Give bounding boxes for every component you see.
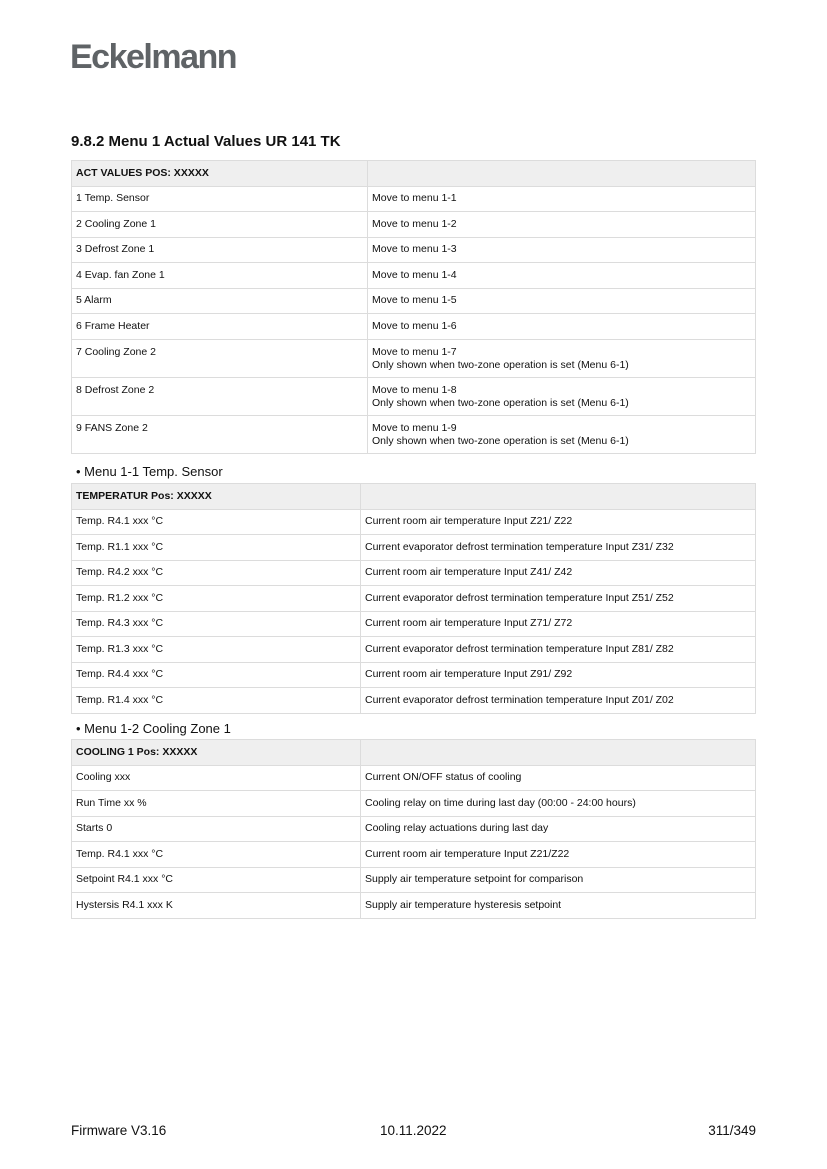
parameter-cell: Temp. R4.1 xxx °C <box>72 509 361 535</box>
parameter-cell: Starts 0 <box>72 816 361 842</box>
description-text: Move to menu 1-9 <box>372 421 457 434</box>
parameter-cell: Temp. R1.2 xxx °C <box>72 586 361 612</box>
description-cell <box>361 688 756 714</box>
description-cell <box>368 263 756 289</box>
description-text: Move to menu 1-7 <box>372 345 457 358</box>
table-row <box>72 816 756 842</box>
description-text: Cooling relay on time during last day (00:00 - 24:00 hours) <box>365 796 636 809</box>
description-cell <box>361 535 756 561</box>
description-cell <box>361 662 756 688</box>
parameter-cell: Temp. R4.3 xxx °C <box>72 611 361 637</box>
description-cell <box>368 288 756 314</box>
description-cell <box>368 314 756 340</box>
description-text: Supply air temperature setpoint for comparison <box>365 873 584 886</box>
footer-date: 10.11.2022 <box>380 1123 447 1138</box>
parameter-cell: 3 Defrost Zone 1 <box>72 237 368 263</box>
description-cell <box>368 415 756 453</box>
description-text: Move to menu 1-3 <box>372 243 457 256</box>
table-row <box>72 237 756 263</box>
parameter-cell: Temp. R1.3 xxx °C <box>72 637 361 663</box>
table-header-row <box>72 161 756 187</box>
description-note: Only shown when two-zone operation is set (Menu 6-1) <box>372 358 629 371</box>
parameter-cell: 2 Cooling Zone 1 <box>72 212 368 238</box>
description-cell <box>361 816 756 842</box>
description-text: Move to menu 1-8 <box>372 383 457 396</box>
section-title: 9.8.2 Menu 1 Actual Values UR 141 TK <box>71 133 341 150</box>
parameter-cell: 9 FANS Zone 2 <box>72 415 368 453</box>
parameter-cell: 4 Evap. fan Zone 1 <box>72 263 368 289</box>
table-row <box>72 637 756 663</box>
description-text: Current room air temperature Input Z71/ Z72 <box>365 617 573 630</box>
header-cell <box>368 161 756 187</box>
parameter-cell: Temp. R1.4 xxx °C <box>72 688 361 714</box>
table-row <box>72 791 756 817</box>
description-cell <box>361 791 756 817</box>
parameter-cell: 7 Cooling Zone 2 <box>72 339 368 377</box>
header-cell: ACT VALUES POS: XXXXX <box>72 161 368 187</box>
description-cell <box>361 893 756 919</box>
parameter-cell: Run Time xx % <box>72 791 361 817</box>
table-row <box>72 893 756 919</box>
table-row <box>72 288 756 314</box>
table-row <box>72 339 756 377</box>
description-text: Move to menu 1-2 <box>372 217 457 230</box>
cooling-table <box>71 739 756 919</box>
description-cell <box>361 765 756 791</box>
description-text: Current evaporator defrost termination temperature Input Z51/ Z52 <box>365 591 674 604</box>
table-header-row <box>72 484 756 510</box>
description-text: Current ON/OFF status of cooling <box>365 771 522 784</box>
table-row <box>72 509 756 535</box>
description-text: Current room air temperature Input Z21/ Z22 <box>365 515 573 528</box>
footer-page-number: 311/349 <box>708 1123 756 1138</box>
description-cell <box>361 611 756 637</box>
description-text: Current room air temperature Input Z91/ Z92 <box>365 668 573 681</box>
description-cell <box>361 586 756 612</box>
description-text: Current room air temperature Input Z21/Z22 <box>365 847 570 860</box>
parameter-cell: 1 Temp. Sensor <box>72 186 368 212</box>
description-cell <box>368 186 756 212</box>
parameter-cell: Temp. R1.1 xxx °C <box>72 535 361 561</box>
description-cell <box>368 339 756 377</box>
table-row <box>72 662 756 688</box>
parameter-cell: Setpoint R4.1 xxx °C <box>72 867 361 893</box>
description-cell <box>368 377 756 415</box>
header-cell: TEMPERATUR Pos: XXXXX <box>72 484 361 510</box>
description-text: Move to menu 1-4 <box>372 268 457 281</box>
table-row <box>72 535 756 561</box>
description-text: Move to menu 1-1 <box>372 192 457 205</box>
parameter-cell: Temp. R4.1 xxx °C <box>72 842 361 868</box>
description-cell <box>368 212 756 238</box>
table-row <box>72 867 756 893</box>
table-row <box>72 314 756 340</box>
description-text: Current evaporator defrost termination temperature Input Z31/ Z32 <box>365 540 674 553</box>
table-row <box>72 611 756 637</box>
table-row <box>72 560 756 586</box>
description-text: Current room air temperature Input Z41/ Z42 <box>365 566 573 579</box>
description-text: Current evaporator defrost termination temperature Input Z81/ Z82 <box>365 642 674 655</box>
table-row <box>72 263 756 289</box>
description-cell <box>361 560 756 586</box>
act-values-table <box>71 160 756 454</box>
table-row <box>72 377 756 415</box>
header-cell <box>361 740 756 766</box>
parameter-cell: Temp. R4.4 xxx °C <box>72 662 361 688</box>
table-row <box>72 688 756 714</box>
description-text: Move to menu 1-5 <box>372 294 457 307</box>
bullet-menu-1-1: • Menu 1-1 Temp. Sensor <box>76 464 223 479</box>
description-text: Cooling relay actuations during last day <box>365 822 549 835</box>
description-cell <box>361 509 756 535</box>
parameter-cell: Temp. R4.2 xxx °C <box>72 560 361 586</box>
footer-firmware: Firmware V3.16 <box>71 1123 167 1138</box>
description-cell <box>361 867 756 893</box>
table-row <box>72 842 756 868</box>
description-text: Current evaporator defrost termination temperature Input Z01/ Z02 <box>365 693 674 706</box>
bullet-menu-1-2: • Menu 1-2 Cooling Zone 1 <box>76 721 231 736</box>
parameter-cell: Cooling xxx <box>72 765 361 791</box>
header-cell: COOLING 1 Pos: XXXXX <box>72 740 361 766</box>
eckelmann-logo: Eckelmann <box>70 38 237 76</box>
description-cell <box>368 237 756 263</box>
parameter-cell: 5 Alarm <box>72 288 368 314</box>
parameter-cell: 6 Frame Heater <box>72 314 368 340</box>
description-cell <box>361 842 756 868</box>
table-row <box>72 586 756 612</box>
table-row <box>72 765 756 791</box>
table-row <box>72 212 756 238</box>
table-row <box>72 186 756 212</box>
description-text: Move to menu 1-6 <box>372 319 457 332</box>
description-cell <box>361 637 756 663</box>
table-row <box>72 415 756 453</box>
description-note: Only shown when two-zone operation is set (Menu 6-1) <box>372 396 629 409</box>
table-header-row <box>72 740 756 766</box>
parameter-cell: Hystersis R4.1 xxx K <box>72 893 361 919</box>
description-text: Supply air temperature hysteresis setpoint <box>365 898 562 911</box>
header-cell <box>361 484 756 510</box>
description-note: Only shown when two-zone operation is set (Menu 6-1) <box>372 434 629 447</box>
temperatur-table <box>71 483 756 714</box>
parameter-cell: 8 Defrost Zone 2 <box>72 377 368 415</box>
